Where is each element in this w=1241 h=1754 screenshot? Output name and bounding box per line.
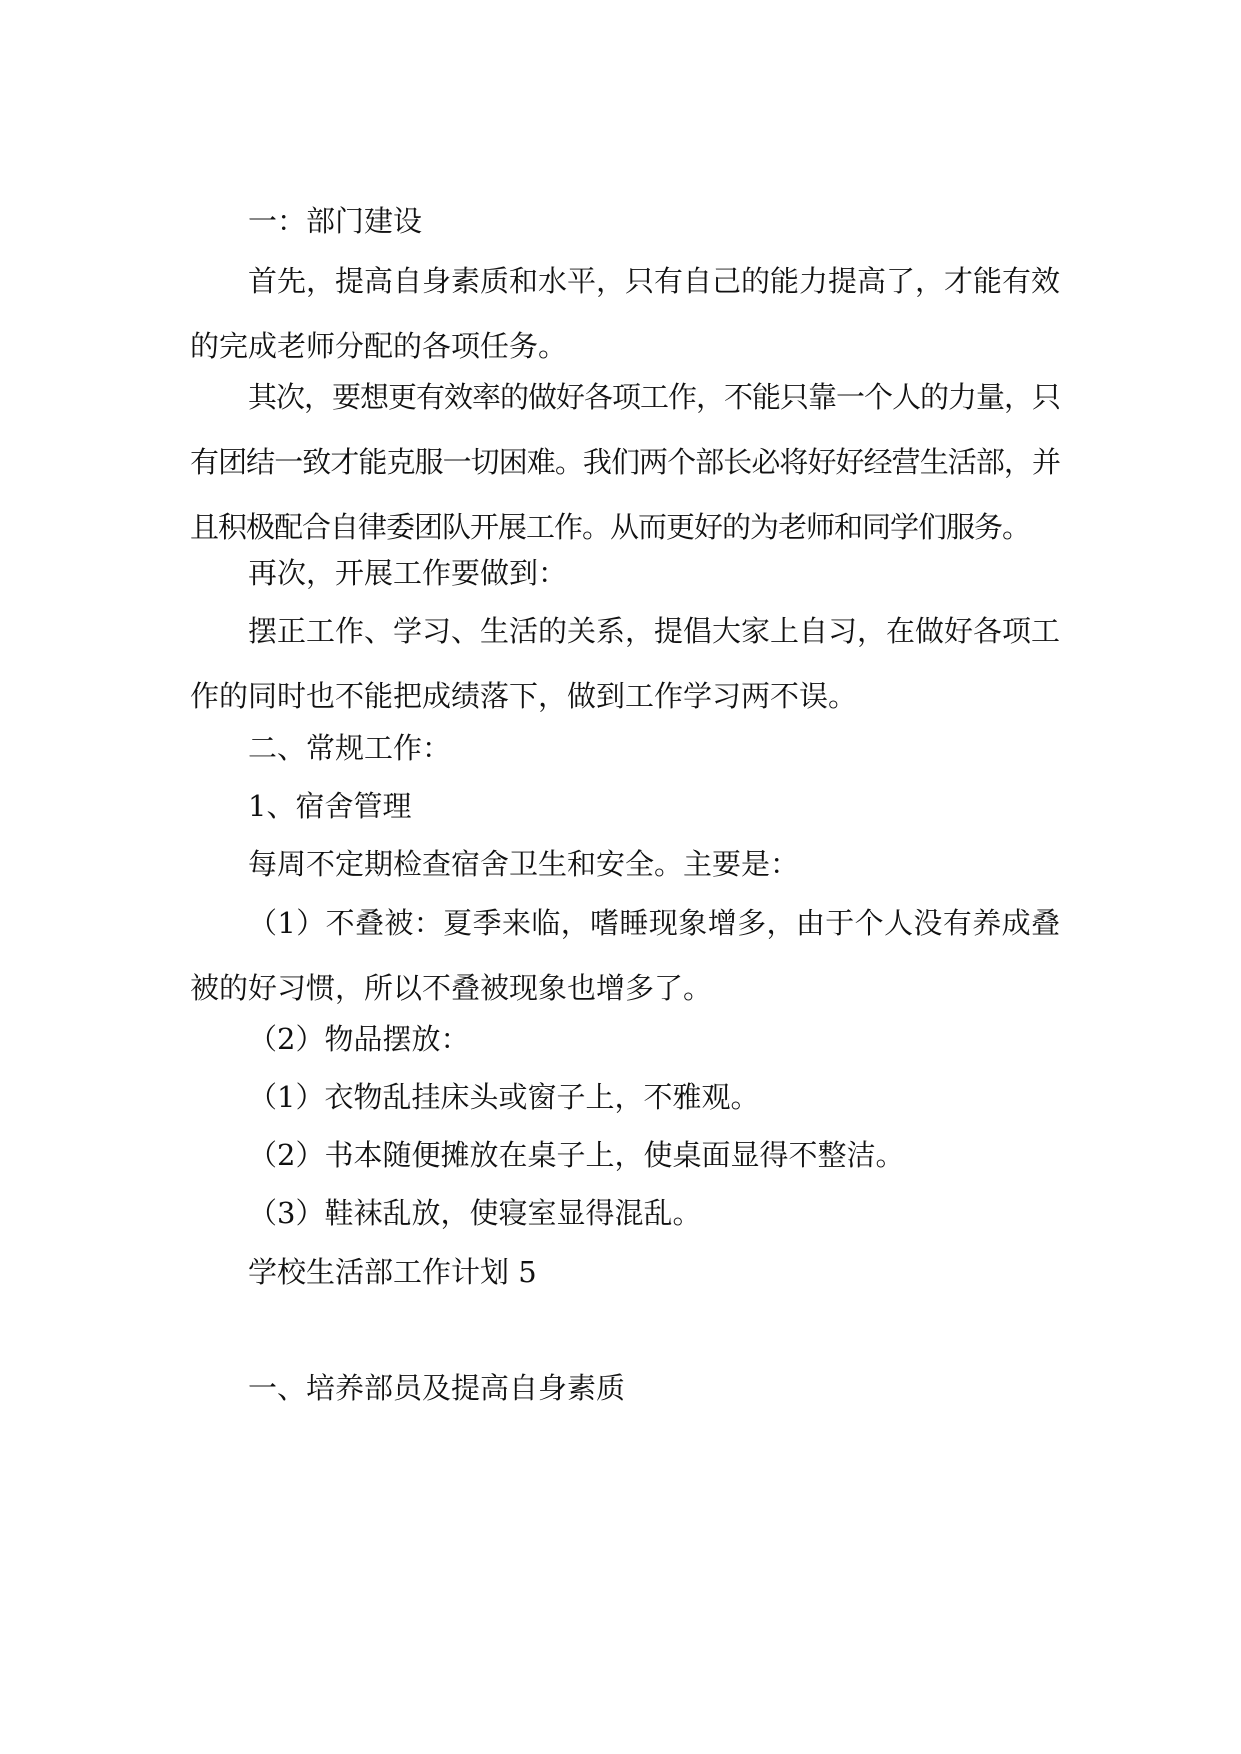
section-heading-department-building: 一：部门建设 [248,204,423,238]
list-item-shoes: （3）鞋袜乱放，使寝室显得混乱。 [248,1196,702,1230]
paragraph-dorm-inspection: 每周不定期检查宿舍卫生和安全。主要是： [248,847,800,881]
subheading-dorm-management: 1、宿舍管理 [248,789,412,823]
paragraph-third: 再次，开展工作要做到： [248,556,568,590]
paragraph-work-study-balance: 摆正工作、学习、生活的关系，提倡大家上自习，在做好各项工作的同时也不能把成绩落下，做到工作学习两不误。 [190,614,1061,713]
paragraph-first: 首先，提高自身素质和水平，只有自己的能力提高了，才能有效的完成老师分配的各项任务。 [190,264,1061,363]
list-item-books: （2）书本随便摊放在桌子上，使桌面显得不整洁。 [248,1138,905,1172]
list-item-item-placement: （2）物品摆放： [248,1022,470,1056]
paragraph-second: 其次，要想更有效率的做好各项工作，不能只靠一个人的力量，只有团结一致才能克服一切困难。我们两个部长必将好好经营生活部，并且积极配合自律委团队开展工作。从而更好的为老师和同学们服务。 [190,380,1061,544]
document-subtitle: 学校生活部工作计划 5 [248,1255,537,1289]
list-item-bed-folding: （1）不叠被：夏季来临，嗜睡现象增多，由于个人没有养成叠被的好习惯，所以不叠被现象也增多了。 [190,906,1060,1005]
section-heading-routine-work: 二、常规工作： [248,731,452,765]
list-item-clothes: （1）衣物乱挂床头或窗子上，不雅观。 [248,1080,760,1114]
section-heading-train-members: 一、培养部员及提高自身素质 [248,1371,626,1405]
